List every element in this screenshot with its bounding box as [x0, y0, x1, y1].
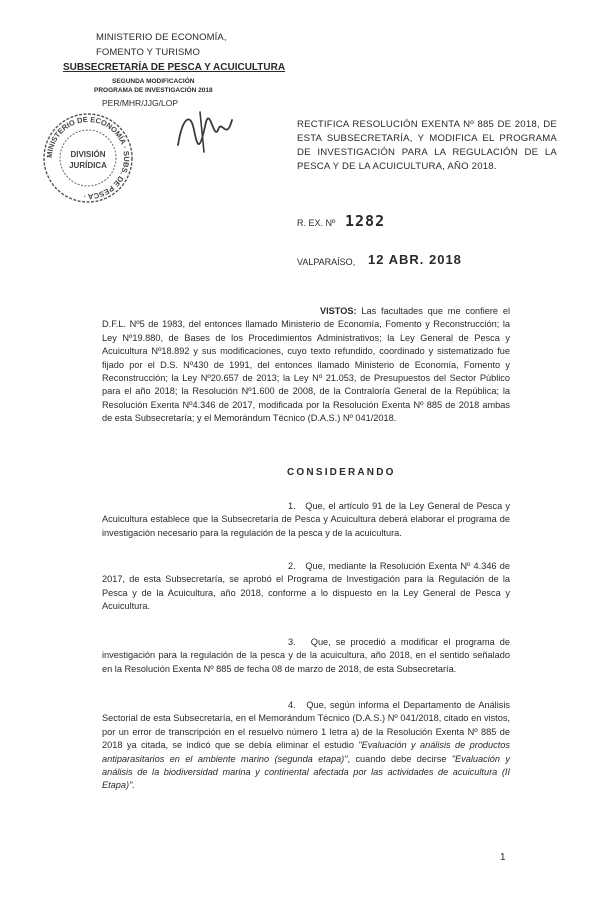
- resolution-date: 12 ABR. 2018: [368, 252, 462, 267]
- item-2-number: 2.: [288, 561, 296, 571]
- item-4-text-b: , cuando debe decirse: [347, 753, 452, 764]
- place-label: VALPARAÍSO,: [297, 257, 356, 267]
- page-number: 1: [500, 852, 506, 863]
- header-subtitle-1: SEGUNDA MODIFICACIÓN: [112, 78, 195, 85]
- item-4-italic-b: "Evaluación y análisis de la biodiversidad marina y continental afectada por las actividades de acuicultura (II Etapa)".: [102, 753, 510, 791]
- handwritten-signature: [170, 100, 240, 160]
- item-1-text: Que, el artículo 91 de la Ley General de Pesca y Acuicultura establece que la Subsecretaría de Pesca y Acuicultura deberá elaborar el programa de investigación necesario para la regulación de la pesca y de la acuicultura.: [102, 501, 510, 538]
- stamp-ring-text: MINISTERIO DE ECONOMÍA · SUBS. DE PESCA ·: [44, 114, 132, 202]
- stamp-center-1: DIVISIÓN: [70, 150, 106, 159]
- considerando-heading: CONSIDERANDO: [287, 467, 396, 478]
- vistos-section: [102, 305, 510, 426]
- header-subtitle-2: PROGRAMA DE INVESTIGACIÓN 2018: [94, 87, 213, 94]
- rex-label: R. EX. Nº: [297, 218, 336, 228]
- item-1-number: 1.: [288, 501, 296, 511]
- vistos-label: VISTOS:: [320, 306, 357, 316]
- subsecretaria-heading: SUBSECRETARÍA DE PESCA Y ACUICULTURA: [63, 62, 286, 73]
- item-4-text-a: Que, según informa el Departamento de Análisis Sectorial de esta Subsecretaría, en el Memorándum Técnico (D.A.S.) Nº 041/2018, citado en vistos, por un error de transcripción en el resuelvo número 1 letra a) de la Resolución Exenta Nº 885 de 2018 ya citada, se indicó que se debía eliminar el estudio: [102, 700, 510, 751]
- vistos-text: Las facultades que me confiere el D.F.L. Nº5 de 1983, del entonces llamado Ministerio de Economía, Fomento y Reconstrucción; la Ley Nº19.880, de Bases de los Procedimientos Administrativos; la Ley General de Pesca y Acuicultura Nº18.892 y sus modificaciones, cuyo texto refundido, coordinado y sistematizado fue fijado por el D.S. Nº430 de 1991, del entonces llamado Ministerio de Economía, Fomento y Reconstrucción; la Ley Nº20.657 de 2013; la Ley Nº 21.053, de Presupuestos del Sector Público para el año 2018; la Resolución Nº1.600 de 2008, de la Contraloría General de la República; la Resolución Exenta Nº4.346 de 2017, modificada por la Resolución Exenta Nº 885 de 2018 ambas de esta Subsecretaría; y el Memorándum Técnico (D.A.S.) Nº 041/2018.: [102, 306, 510, 424]
- item-4-italic-a: "Evaluación y análisis de productos antiparasitarios en el ambiente marino (segunda etapa)": [102, 740, 510, 764]
- considerando-item-1: [102, 500, 510, 540]
- reference-initials: PER/MHR/JJG/LOP: [102, 98, 179, 108]
- considerando-item-4: [102, 699, 510, 793]
- stamp-center-2: JURÍDICA: [69, 161, 107, 170]
- item-3-number: 3.: [288, 637, 296, 647]
- ministry-line-2: FOMENTO Y TURISMO: [96, 47, 200, 58]
- division-juridica-stamp: [40, 110, 136, 206]
- item-2-text: Que, mediante la Resolución Exenta Nº 4.346 de 2017, de esta Subsecretaría, se aprobó el Programa de Investigación para la Regulación de la Pesca y de la Acuicultura, año 2018, conforme a lo dispuesto en la Ley General de Pesca y Acuicultura.: [102, 561, 510, 612]
- considerando-item-3: [102, 636, 510, 676]
- ministry-line-1: MINISTERIO DE ECONOMÍA,: [96, 32, 227, 43]
- considerando-item-2: [102, 560, 510, 614]
- item-3-text: Que, se procedió a modificar el programa de investigación para la regulación de la pesca y de la acuicultura, año 2018, en el sentido señalado en la Resolución Exenta Nº 885 de fecha 08 de marzo de 2018, de esta Subsecretaría.: [102, 637, 510, 674]
- rex-number: 1282: [345, 212, 386, 230]
- item-4-number: 4.: [288, 700, 296, 710]
- resolution-title: RECTIFICA RESOLUCIÓN EXENTA Nº 885 DE 2018, DE ESTA SUBSECRETARÍA, Y MODIFICA EL PROGRAMA DE INVESTIGACIÓN PARA LA REGULACIÓN DE LA PESCA Y DE LA ACUICULTURA, AÑO 2018.: [297, 119, 557, 172]
